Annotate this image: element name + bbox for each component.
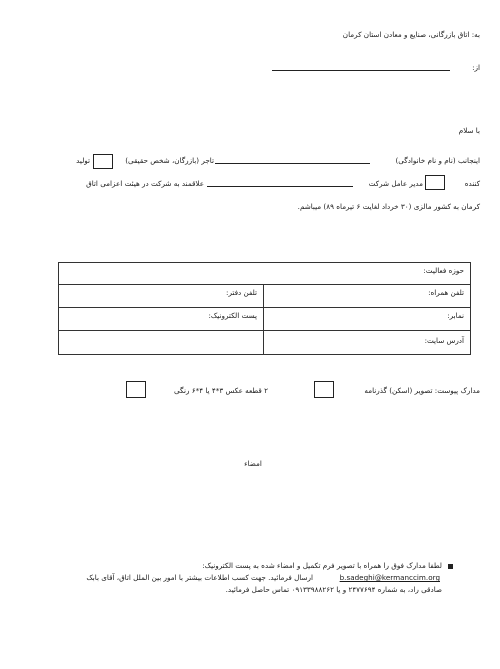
website-value-cell[interactable] bbox=[58, 330, 264, 355]
producer-suffix-label: کننده bbox=[464, 179, 480, 188]
ceo-label: مدیر عامل شرکت bbox=[368, 179, 423, 188]
photos-label: ۲ قطعه عکس ۳*۴ یا ۴*۶ رنگی bbox=[174, 386, 268, 395]
signature-label: امضاء bbox=[244, 459, 262, 468]
passport-checkbox[interactable] bbox=[314, 381, 334, 398]
contact-email-link[interactable]: b.sadeghi@kermanccim.org bbox=[339, 573, 440, 582]
fax-label: نمابر: bbox=[447, 311, 464, 320]
office-phone-cell[interactable] bbox=[58, 284, 264, 308]
greeting: با سلام bbox=[458, 126, 480, 135]
trip-details: کرمان به کشور مالزی (۳۰ خرداد لغایت ۶ تیرماه ۸۹) میباشم. bbox=[297, 202, 480, 211]
mobile-label: تلفن همراه: bbox=[428, 288, 464, 297]
website-label: آدرس سایت: bbox=[424, 336, 464, 345]
name-label: اینجانب (نام و نام خانوادگی) bbox=[395, 156, 480, 165]
footer-line3: صادقی راد، به شماره ۲۴۷۷۶۹۴ و یا ۰۹۱۳۳۹۸۸۲۶۲ تماس حاصل فرمائید. bbox=[225, 585, 442, 594]
website-cell[interactable] bbox=[263, 330, 471, 355]
name-field-line[interactable] bbox=[215, 163, 370, 164]
addressee-line: به: اتاق بازرگانی، صنایع و معادن استان کرمان bbox=[342, 30, 480, 39]
office-phone-label: تلفن دفتر: bbox=[226, 288, 257, 297]
ceo-checkbox[interactable] bbox=[425, 175, 445, 190]
mobile-cell[interactable] bbox=[263, 284, 471, 308]
from-field-line[interactable] bbox=[272, 70, 450, 71]
footer-line2: ارسال فرمائید. جهت کسب اطلاعات بیشتر با امور بین الملل اتاق، آقای بابک bbox=[86, 573, 313, 582]
activity-cell[interactable] bbox=[58, 262, 471, 285]
producer-label: تولید bbox=[76, 156, 90, 165]
merchant-checkbox[interactable] bbox=[93, 154, 113, 169]
photos-checkbox[interactable] bbox=[126, 381, 146, 398]
fax-cell[interactable] bbox=[263, 307, 471, 331]
from-label: از: bbox=[472, 63, 480, 72]
activity-label: حوزه فعالیت: bbox=[423, 266, 464, 275]
attachments-label: مدارک پیوست: تصویر (اسکن) گذرنامه bbox=[364, 386, 480, 395]
company-field-line[interactable] bbox=[207, 186, 353, 187]
merchant-label: تاجر (بازرگان، شخص حقیقی) bbox=[125, 156, 214, 165]
bullet-icon bbox=[448, 564, 453, 569]
email-cell[interactable] bbox=[58, 307, 264, 331]
footer-line1: لطفا مدارک فوق را همراه با تصویر فرم تکمیل و امضاء شده به پست الکترونیک: bbox=[202, 561, 442, 570]
email-label: پست الکترونیک: bbox=[208, 311, 257, 320]
interest-text: علاقمند به شرکت در هیئت اعزامی اتاق bbox=[86, 179, 204, 188]
